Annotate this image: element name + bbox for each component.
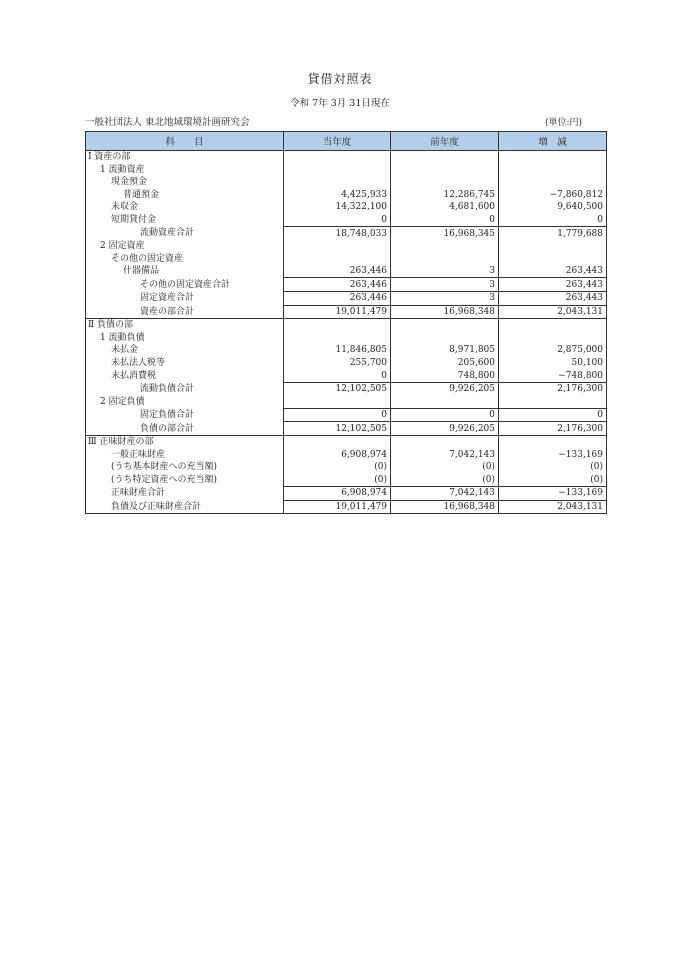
- table-row: [86, 176, 607, 189]
- previous-year-value: 16,968,345: [391, 227, 499, 240]
- current-year-value: [284, 176, 391, 189]
- table-row: [86, 292, 607, 306]
- previous-year-value: 9,926,205: [391, 422, 499, 436]
- account-name: 負債及び正味財産合計: [86, 500, 284, 514]
- previous-year-value: [391, 395, 499, 408]
- account-name: Ⅱ 負債の部: [86, 319, 284, 332]
- account-name: その他の固定資産: [86, 252, 284, 265]
- account-name: 未払金: [86, 344, 284, 357]
- change-value: (0): [499, 461, 607, 474]
- previous-year-value: (0): [391, 474, 499, 487]
- table-row: [86, 500, 607, 514]
- account-name: 現金預金: [86, 176, 284, 189]
- current-year-value: (0): [284, 461, 391, 474]
- account-name: (うち特定資産への充当額): [86, 474, 284, 487]
- account-name: その他の固定資産合計: [86, 278, 284, 292]
- table-row: [86, 395, 607, 408]
- current-year-value: 6,908,974: [284, 449, 391, 462]
- current-year-value: [284, 252, 391, 265]
- report-date: 令和 7年 3月 31日現在: [290, 98, 390, 109]
- change-value: 2,043,131: [499, 500, 607, 514]
- table-row: [86, 240, 607, 253]
- current-year-value: 19,011,479: [284, 305, 391, 319]
- table-row: [86, 265, 607, 278]
- change-value: [499, 395, 607, 408]
- current-year-value: 19,011,479: [284, 500, 391, 514]
- account-name: 未収金: [86, 201, 284, 214]
- current-year-value: 12,102,505: [284, 422, 391, 436]
- current-year-value: [284, 164, 391, 177]
- change-value: 2,176,300: [499, 422, 607, 436]
- header-account: 科 目: [86, 132, 284, 151]
- current-year-value: 0: [284, 369, 391, 382]
- table-body: [86, 151, 607, 514]
- previous-year-value: [391, 151, 499, 164]
- account-name: Ⅲ 正味財産の部: [86, 436, 284, 449]
- organization-name: 一般社団法人 東北地域環境計画研究会: [85, 117, 250, 128]
- current-year-value: 6,908,974: [284, 487, 391, 501]
- table-row: [86, 436, 607, 449]
- previous-year-value: 16,968,348: [391, 500, 499, 514]
- table-row: [86, 201, 607, 214]
- change-value: 263,443: [499, 292, 607, 306]
- account-name: 固定負債合計: [86, 408, 284, 422]
- current-year-value: 0: [284, 408, 391, 422]
- account-name: 流動資産合計: [86, 227, 284, 240]
- table-row: [86, 422, 607, 436]
- unit-label: (単位:円): [545, 118, 583, 128]
- table-row: [86, 474, 607, 487]
- account-name: 2 固定負債: [86, 395, 284, 408]
- account-name: 固定資産合計: [86, 292, 284, 306]
- current-year-value: 255,700: [284, 357, 391, 370]
- table-row: [86, 449, 607, 462]
- previous-year-value: 205,600: [391, 357, 499, 370]
- previous-year-value: (0): [391, 461, 499, 474]
- previous-year-value: [391, 319, 499, 332]
- change-value: −133,169: [499, 449, 607, 462]
- account-name: 流動負債合計: [86, 382, 284, 395]
- current-year-value: 263,446: [284, 278, 391, 292]
- change-value: 1,779,688: [499, 227, 607, 240]
- account-name: 什器備品: [86, 265, 284, 278]
- header-change: 増 減: [499, 132, 607, 151]
- change-value: −7,860,812: [499, 189, 607, 202]
- current-year-value: [284, 395, 391, 408]
- previous-year-value: 12,286,745: [391, 189, 499, 202]
- change-value: 2,176,300: [499, 382, 607, 395]
- current-year-value: 4,425,933: [284, 189, 391, 202]
- account-name: 未払消費税: [86, 369, 284, 382]
- table-row: [86, 408, 607, 422]
- change-value: [499, 176, 607, 189]
- previous-year-value: 16,968,348: [391, 305, 499, 319]
- current-year-value: 18,748,033: [284, 227, 391, 240]
- previous-year-value: 3: [391, 292, 499, 306]
- previous-year-value: [391, 252, 499, 265]
- change-value: 263,443: [499, 278, 607, 292]
- previous-year-value: 0: [391, 408, 499, 422]
- previous-year-value: 4,681,600: [391, 201, 499, 214]
- current-year-value: 0: [284, 214, 391, 227]
- previous-year-value: [391, 436, 499, 449]
- table-row: [86, 214, 607, 227]
- table-row: [86, 487, 607, 501]
- account-name: 1 流動資産: [86, 164, 284, 177]
- change-value: [499, 332, 607, 345]
- current-year-value: 12,102,505: [284, 382, 391, 395]
- table-row: [86, 344, 607, 357]
- account-name: 一般正味財産: [86, 449, 284, 462]
- change-value: 0: [499, 214, 607, 227]
- previous-year-value: 3: [391, 265, 499, 278]
- table-row: [86, 252, 607, 265]
- current-year-value: [284, 240, 391, 253]
- header-current-year: 当年度: [284, 132, 391, 151]
- table-header-row: [86, 132, 607, 151]
- balance-sheet-table: [85, 131, 607, 514]
- table-row: [86, 278, 607, 292]
- change-value: [499, 319, 607, 332]
- change-value: [499, 252, 607, 265]
- change-value: −133,169: [499, 487, 607, 501]
- account-name: Ⅰ 資産の部: [86, 151, 284, 164]
- table-row: [86, 305, 607, 319]
- current-year-value: [284, 436, 391, 449]
- previous-year-value: 7,042,143: [391, 487, 499, 501]
- table-row: [86, 151, 607, 164]
- account-name: 未払法人税等: [86, 357, 284, 370]
- account-name: 正味財産合計: [86, 487, 284, 501]
- change-value: [499, 436, 607, 449]
- change-value: [499, 240, 607, 253]
- current-year-value: 11,846,805: [284, 344, 391, 357]
- previous-year-value: [391, 164, 499, 177]
- previous-year-value: [391, 240, 499, 253]
- previous-year-value: 7,042,143: [391, 449, 499, 462]
- header-previous-year: 前年度: [391, 132, 499, 151]
- current-year-value: [284, 319, 391, 332]
- current-year-value: 263,446: [284, 265, 391, 278]
- account-name: 負債の部合計: [86, 422, 284, 436]
- previous-year-value: 748,800: [391, 369, 499, 382]
- change-value: 0: [499, 408, 607, 422]
- previous-year-value: [391, 176, 499, 189]
- change-value: 50,100: [499, 357, 607, 370]
- table-row: [86, 357, 607, 370]
- table-row: [86, 369, 607, 382]
- change-value: (0): [499, 474, 607, 487]
- change-value: 9,640,500: [499, 201, 607, 214]
- table-row: [86, 461, 607, 474]
- change-value: 2,875,000: [499, 344, 607, 357]
- account-name: (うち基本財産への充当額): [86, 461, 284, 474]
- previous-year-value: 8,971,805: [391, 344, 499, 357]
- change-value: −748,800: [499, 369, 607, 382]
- previous-year-value: 3: [391, 278, 499, 292]
- account-name: 1 流動負債: [86, 332, 284, 345]
- current-year-value: 263,446: [284, 292, 391, 306]
- table-row: [86, 382, 607, 395]
- account-name: 資産の部合計: [86, 305, 284, 319]
- account-name: 短期貸付金: [86, 214, 284, 227]
- table-row: [86, 332, 607, 345]
- current-year-value: [284, 332, 391, 345]
- table-row: [86, 227, 607, 240]
- current-year-value: 14,322,100: [284, 201, 391, 214]
- table-row: [86, 164, 607, 177]
- previous-year-value: 9,926,205: [391, 382, 499, 395]
- previous-year-value: [391, 332, 499, 345]
- change-value: [499, 151, 607, 164]
- change-value: 263,443: [499, 265, 607, 278]
- current-year-value: [284, 151, 391, 164]
- change-value: 2,043,131: [499, 305, 607, 319]
- account-name: 普通預金: [86, 189, 284, 202]
- current-year-value: (0): [284, 474, 391, 487]
- document-title: 貸借対照表: [307, 72, 373, 86]
- change-value: [499, 164, 607, 177]
- table-row: [86, 189, 607, 202]
- account-name: 2 固定資産: [86, 240, 284, 253]
- previous-year-value: 0: [391, 214, 499, 227]
- table-row: [86, 319, 607, 332]
